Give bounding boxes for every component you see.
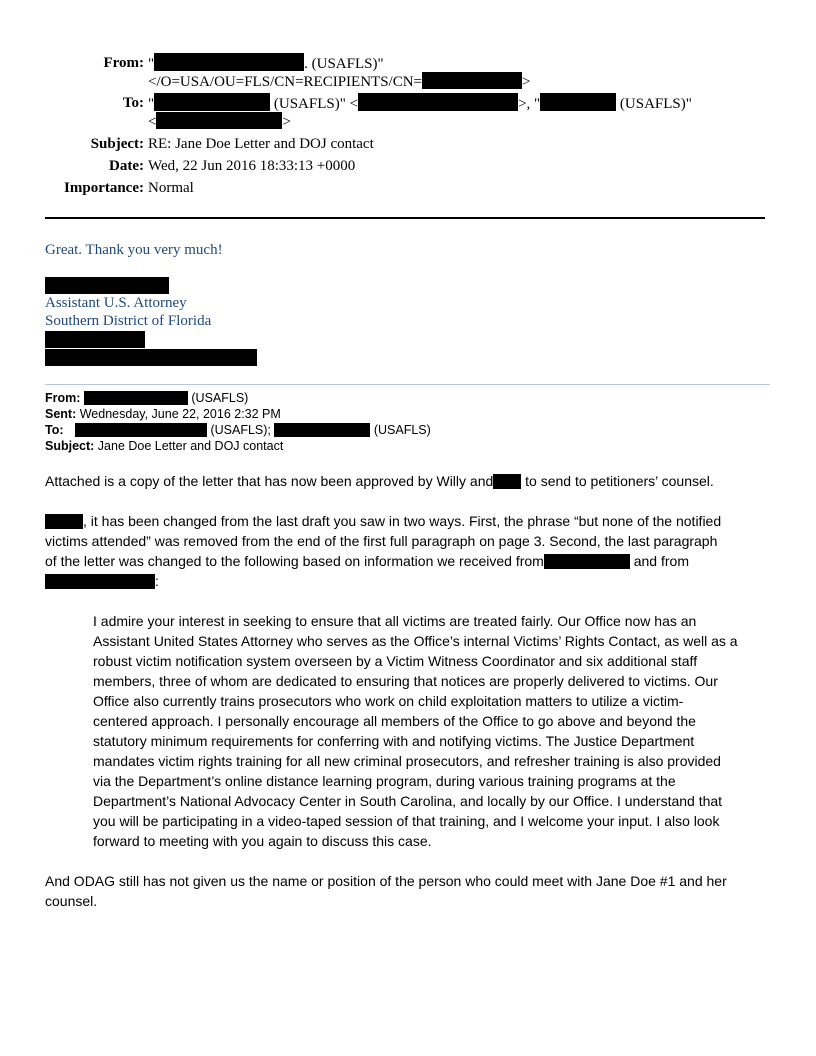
redaction-block xyxy=(75,423,207,437)
redaction-block xyxy=(540,93,616,111)
redacted-signature-name xyxy=(45,277,169,294)
to-line-1: " (USAFLS)" < >, " (USAFLS)" xyxy=(148,93,692,114)
redacted-signature-line xyxy=(45,349,257,366)
redaction-block xyxy=(274,423,370,437)
original-sent: Sent: Wednesday, June 22, 2016 2:32 PM xyxy=(45,407,281,421)
redaction-block xyxy=(154,53,304,71)
redaction-block xyxy=(544,554,630,569)
redaction-block xyxy=(422,72,522,89)
subject-value: RE: Jane Doe Letter and DOJ contact xyxy=(148,136,374,152)
reply-message: Great. Thank you very much! xyxy=(45,242,223,258)
original-from: From: (USAFLS) xyxy=(45,391,249,405)
redaction-block xyxy=(493,474,521,489)
date-label: Date: xyxy=(109,158,144,174)
importance-value: Normal xyxy=(148,180,194,196)
redaction-block xyxy=(45,574,155,589)
redaction-block xyxy=(45,514,83,529)
redaction-block xyxy=(84,391,188,405)
signature-title: Assistant U.S. Attorney xyxy=(45,295,187,311)
from-line-2: </O=USA/OU=FLS/CN=RECIPIENTS/CN= > xyxy=(148,74,531,90)
importance-label: Importance: xyxy=(64,180,144,196)
redaction-block xyxy=(154,93,270,111)
quoted-letter-paragraph: I admire your interest in seeking to ensure that all victims are treated fairly. Our Office now has an Assistant United States Attorney who serves as the Office’s internal Victims’ Rights Contact, as well as a robust victim notification system overseen by a Victim Witness Coordinator and six additional staff members, three of whom are dedicated to ensuring that notices are properly delivered to victims. Our Office also currently trains prosecutors who work on child exploitation matters to utilize a victim- centered approach. I personally encourage all members of the Office to go above and beyond the statutory minimum requirements for conferring with and notifying victims. The Justice Department mandates victim rights training for all new criminal prosecutors, and refresher training is also provided via the Department’s online distance learning program, during various training programs at the Department’s National Advocacy Center in South Carolina, and locally by our Office. I understand that you will be participating in a video-taped session of that training, and I welcome your input. I also look forward to meeting with you again to discuss this case. xyxy=(93,613,738,849)
date-value: Wed, 22 Jun 2016 18:33:13 +0000 xyxy=(148,158,356,174)
to-label: To: xyxy=(122,95,144,111)
closing-paragraph: And ODAG still has not given us the name or position of the person who could meet with Jane Doe #1 and her counsel. xyxy=(45,873,727,909)
original-to: To: (USAFLS); (USAFLS) xyxy=(45,423,431,437)
paragraph-2: , it has been changed from the last draft you saw in two ways. First, the phrase “but none of the notified victims attended” was removed from the end of the first full paragraph on page 3. Second, the last paragraph of the letter was changed to the following based on information we received from and from : xyxy=(45,513,722,589)
paragraph-1: Attached is a copy of the letter that has now been approved by Willy and to send to petitioners’ counsel. xyxy=(45,473,714,489)
to-line-2: < > xyxy=(148,114,291,130)
redacted-signature-line xyxy=(45,331,145,348)
message-separator xyxy=(45,384,770,385)
from-line-1: " . (USAFLS)" xyxy=(148,53,384,74)
redaction-block xyxy=(156,112,282,129)
redaction-block xyxy=(358,93,518,111)
signature-office: Southern District of Florida xyxy=(45,313,212,329)
original-subject: Subject: Jane Doe Letter and DOJ contact xyxy=(45,439,284,453)
header-divider xyxy=(45,217,765,219)
from-label: From: xyxy=(103,55,144,71)
subject-label: Subject: xyxy=(90,136,144,152)
